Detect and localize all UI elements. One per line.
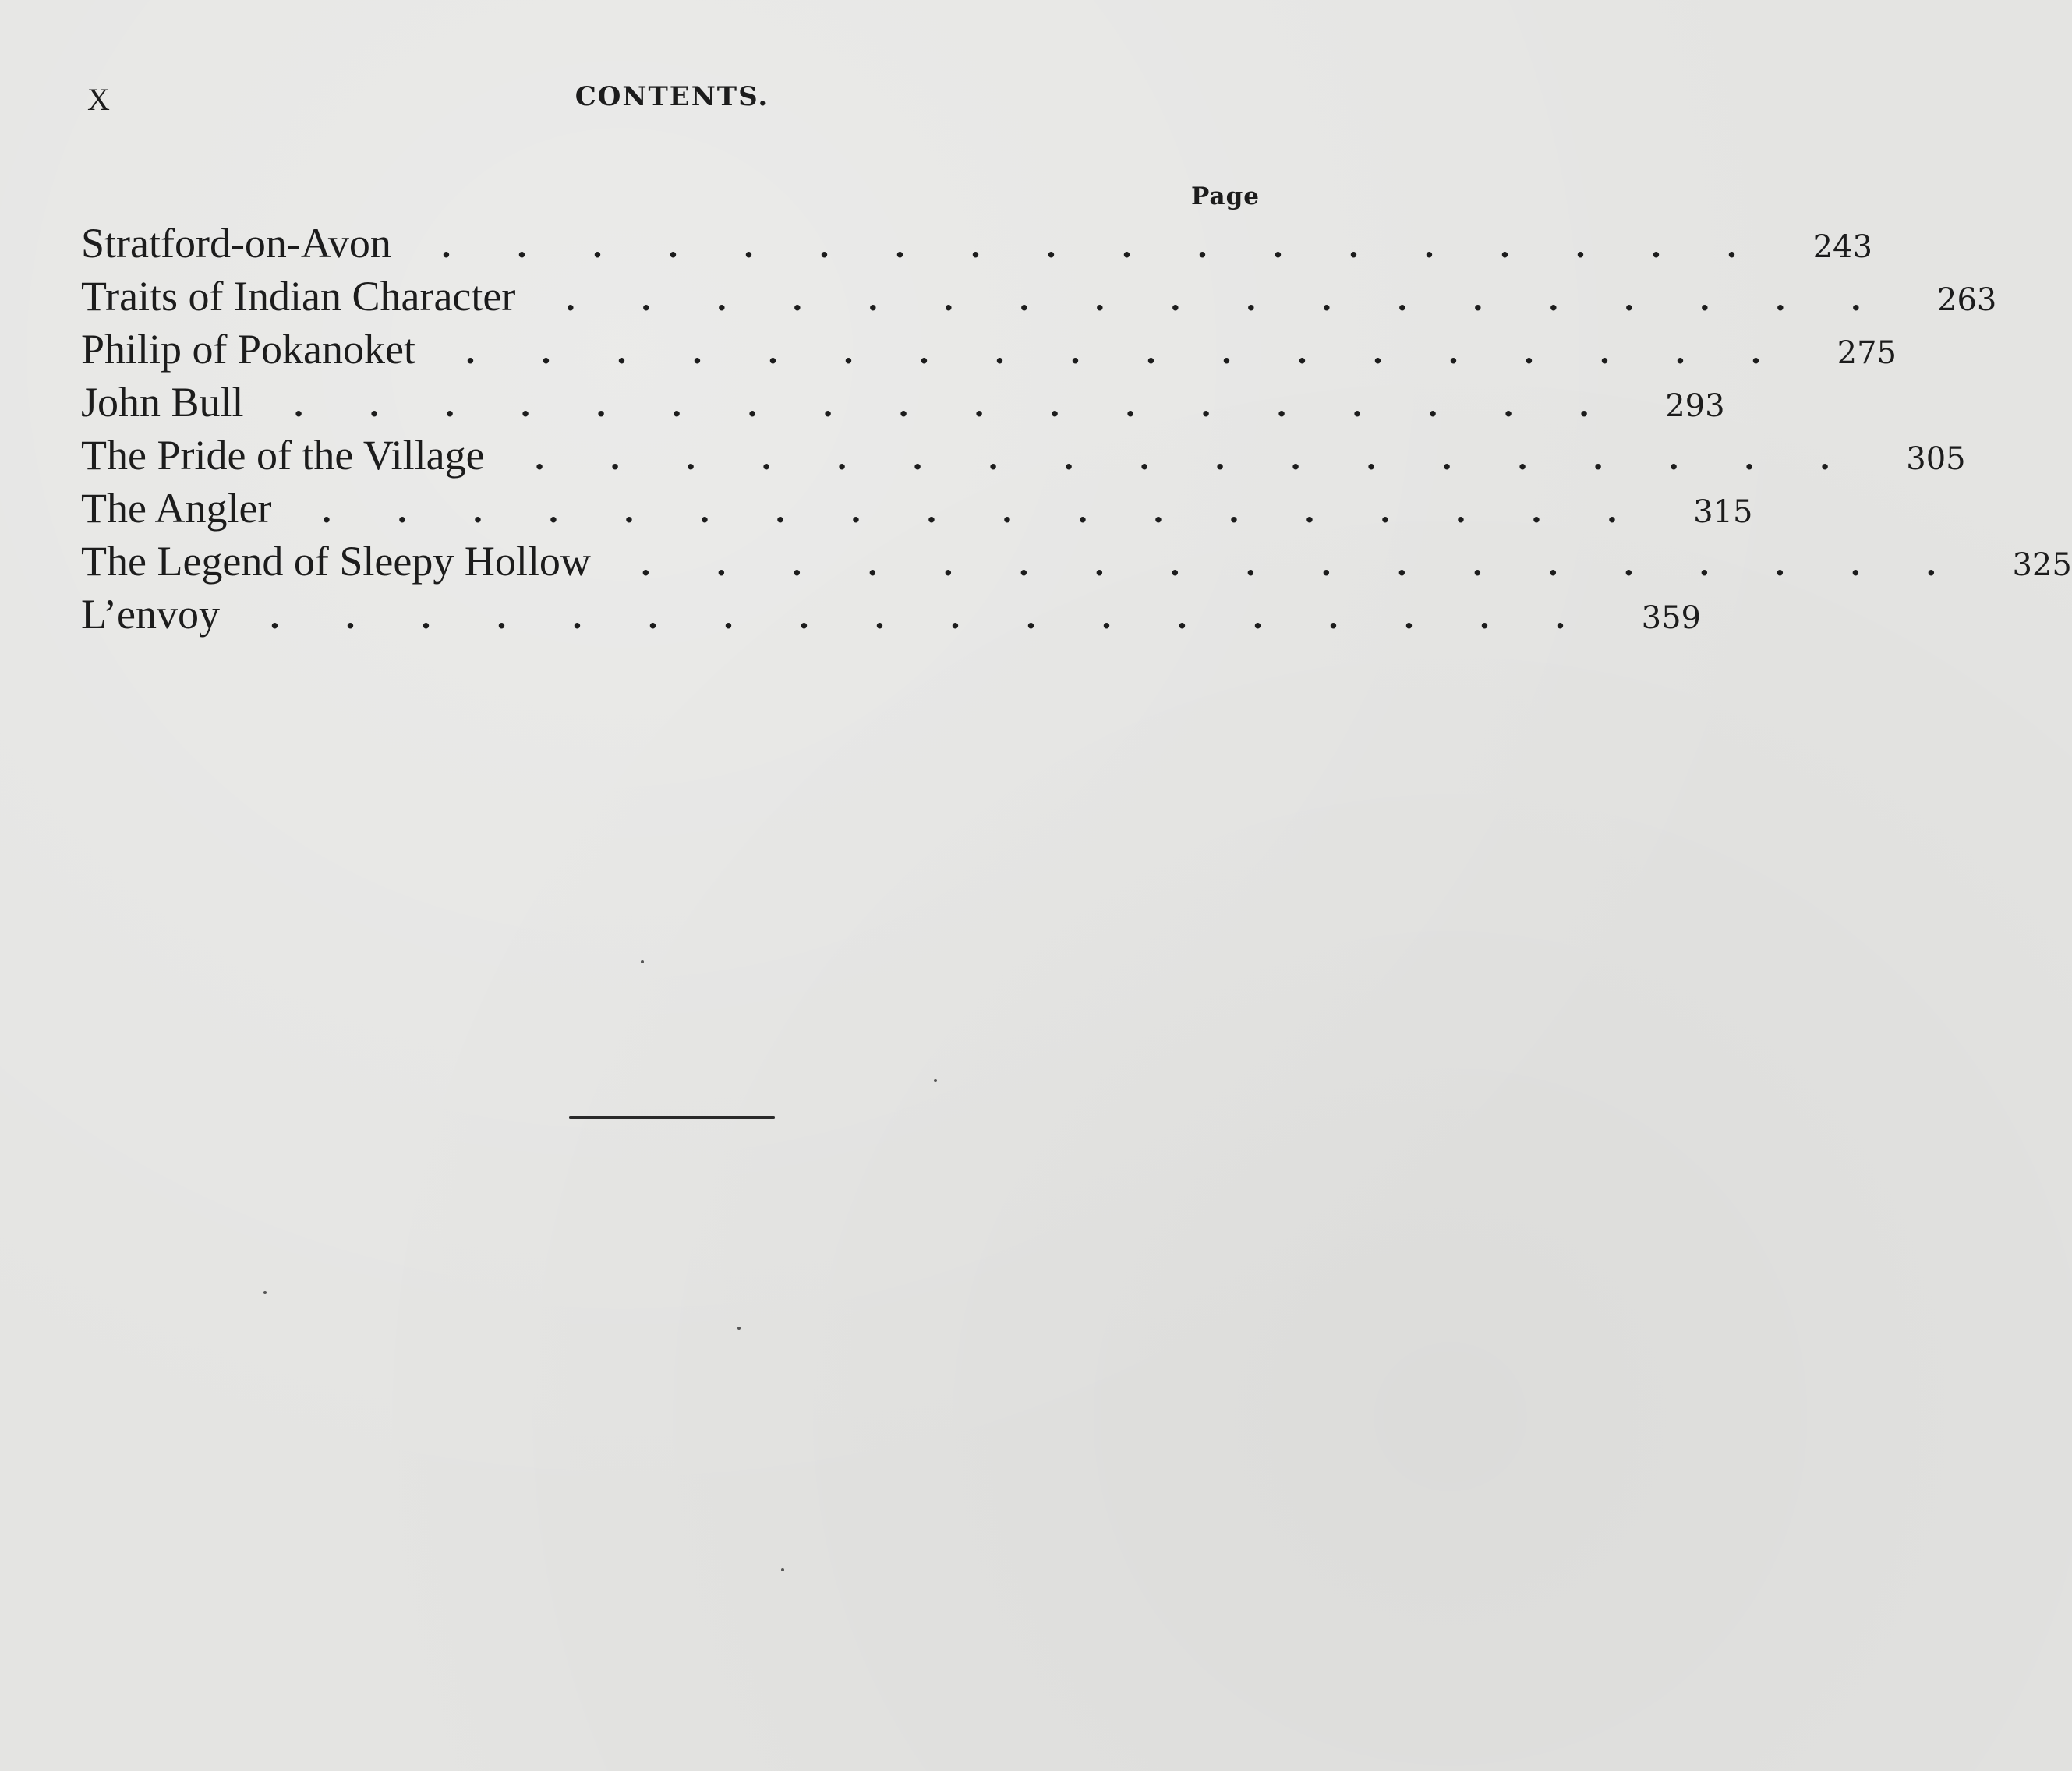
toc-entry: [81, 535, 2072, 588]
table-of-contents: [81, 217, 2072, 641]
toc-entry-title: The Pride of the Village: [81, 432, 485, 479]
toc-entry: [81, 217, 1872, 270]
dot-leader: ..................: [465, 334, 1762, 371]
running-head: [0, 81, 1328, 128]
dot-leader: ..................: [293, 387, 1590, 424]
toc-entry-title: Stratford-on-Avon: [81, 220, 391, 267]
page-folio: X: [87, 82, 111, 117]
paper-speck: [781, 1568, 784, 1571]
toc-entry-title: The Angler: [81, 485, 272, 532]
dot-leader: ..................: [440, 228, 1738, 265]
toc-entry: [81, 323, 1897, 376]
toc-entry-title: The Legend of Sleepy Hollow: [81, 538, 591, 585]
toc-entry-page: 359: [1641, 600, 1701, 636]
toc-entry-page: 275: [1837, 335, 1897, 371]
toc-entry-page: 243: [1812, 229, 1872, 265]
toc-entry-title: Traits of Indian Character: [81, 273, 516, 320]
toc-entry-page: 325: [2012, 547, 2072, 583]
paper-speck: [641, 960, 644, 963]
page-column-label: Page: [1191, 182, 1260, 210]
dot-leader: ..................: [269, 599, 1566, 636]
toc-entry-page: 293: [1665, 388, 1725, 424]
toc-entry: [81, 482, 1753, 535]
toc-entry: [81, 429, 1966, 482]
paper-speck: [934, 1079, 937, 1082]
dot-leader: ..................: [564, 281, 1862, 318]
paper-speck: [737, 1327, 741, 1330]
paper-speck: [263, 1291, 267, 1294]
dot-leader: ..................: [640, 546, 1937, 583]
toc-entry-title: Philip of Pokanoket: [81, 326, 415, 373]
toc-entry-title: John Bull: [81, 379, 244, 426]
dot-leader: ..................: [534, 440, 1831, 477]
toc-entry: [81, 588, 1701, 641]
toc-entry-page: 305: [1906, 441, 1966, 477]
page-title: CONTENTS.: [575, 81, 769, 112]
dot-leader: ..................: [320, 493, 1618, 530]
toc-entry-title: L’envoy: [81, 591, 220, 638]
toc-entry-page: 263: [1937, 282, 1997, 318]
toc-entry: [81, 376, 1725, 429]
section-rule: [569, 1116, 775, 1119]
toc-entry: [81, 270, 1997, 323]
toc-entry-page: 315: [1693, 494, 1753, 530]
